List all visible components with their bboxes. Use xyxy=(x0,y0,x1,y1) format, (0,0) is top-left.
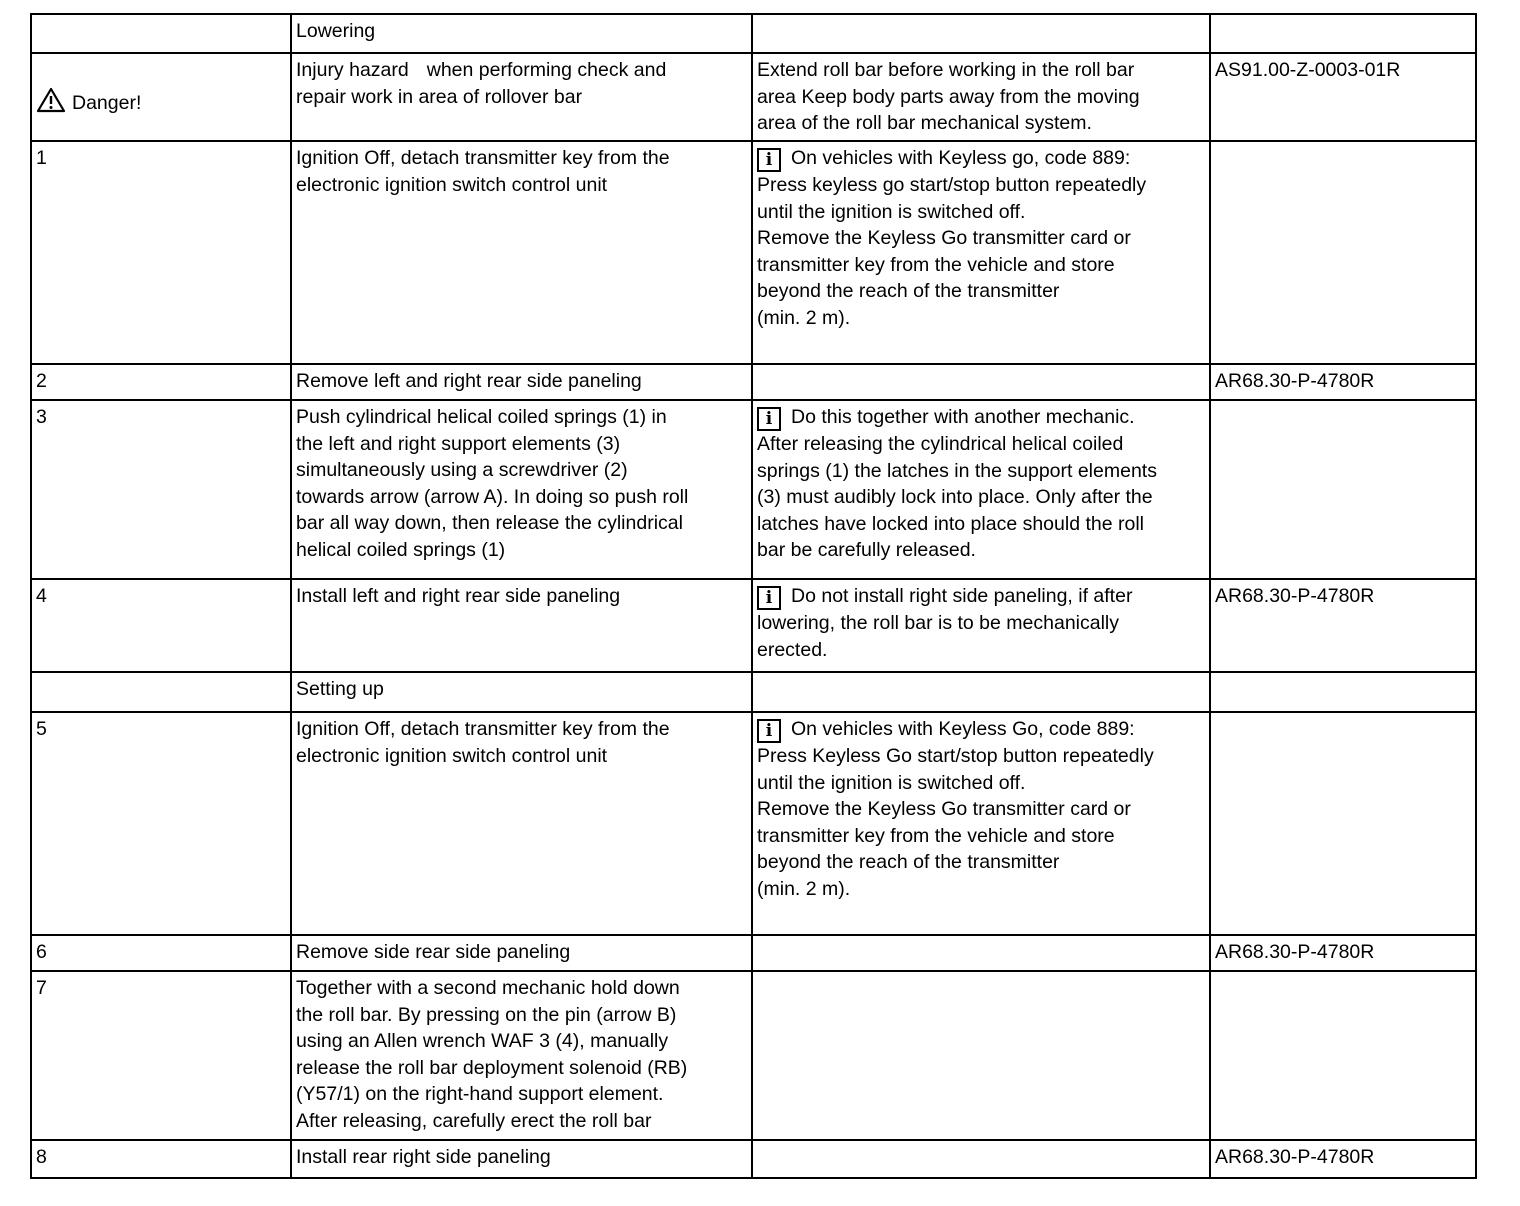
note-text: Do not install right side paneling, if after lowering, the roll bar is to be mechanically erected. xyxy=(757,585,1133,661)
note-cell xyxy=(752,364,1210,400)
step-number-cell: 6 xyxy=(31,935,291,971)
step-text-cell: Ignition Off, detach transmitter key from the electronic ignition switch control unit xyxy=(291,712,752,935)
reference-cell: AR68.30-P-4780R xyxy=(1210,935,1476,971)
section-heading: Setting up xyxy=(291,672,752,712)
reference-cell xyxy=(1210,141,1476,364)
note-cell xyxy=(752,1140,1210,1178)
table-row xyxy=(31,1140,1476,1178)
info-icon: i xyxy=(757,719,781,743)
hazard-lead: Injury hazard xyxy=(296,59,409,81)
reference-cell xyxy=(1210,400,1476,579)
hazard-cell xyxy=(291,53,752,141)
table-row xyxy=(31,400,1476,579)
note-text: On vehicles with Keyless go, code 889: Press keyless go start/stop button repeatedly until the ignition is switched off. Remove the Keyless Go transmitter card or transmitter key from the vehicle and store beyond the reach of the transmitter (min. 2 m). xyxy=(757,147,1147,329)
note-cell xyxy=(752,141,1210,364)
info-icon: i xyxy=(757,586,781,610)
reference-cell xyxy=(1210,712,1476,935)
reference-cell xyxy=(1210,672,1476,712)
step-number-cell xyxy=(31,672,291,712)
table-row xyxy=(31,935,1476,971)
step-text-cell: Install left and right rear side paneling xyxy=(291,579,752,672)
note-cell xyxy=(752,712,1210,935)
info-icon: i xyxy=(757,148,781,172)
step-text-cell: Ignition Off, detach transmitter key from the electronic ignition switch control unit xyxy=(291,141,752,364)
step-text-cell: Install rear right side paneling xyxy=(291,1140,752,1178)
step-number-cell: 5 xyxy=(31,712,291,935)
warning-triangle-icon xyxy=(36,87,66,113)
note-text: On vehicles with Keyless Go, code 889: Press Keyless Go start/stop button repeatedly until the ignition is switched off. Remove the Keyless Go transmitter card or transmitter key from the vehicle and store beyond the reach of the transmitter (min. 2 m). xyxy=(757,718,1154,900)
table-row xyxy=(31,141,1476,364)
note-cell xyxy=(752,400,1210,579)
note-cell xyxy=(752,935,1210,971)
procedure-table xyxy=(30,13,1477,1179)
note-text: Do this together with another mechanic. After releasing the cylindrical helical coiled springs (1) the latches in the support elements (3) must audibly lock into place. Only after the latches have locked into place should the roll bar be carefully released. xyxy=(757,406,1157,561)
reference-cell xyxy=(1210,14,1476,53)
note-cell: Extend roll bar before working in the roll bar area Keep body parts away from the moving area of the roll bar mechanical system. xyxy=(752,53,1210,141)
danger-cell xyxy=(31,53,291,141)
reference-cell: AR68.30-P-4780R xyxy=(1210,1140,1476,1178)
step-text-cell: Together with a second mechanic hold down the roll bar. By pressing on the pin (arrow B) using an Allen wrench WAF 3 (4), manually release the roll bar deployment solenoid (RB) (Y57/1) on the right-hand support element. After releasing, carefully erect the roll bar xyxy=(291,971,752,1140)
table-row xyxy=(31,364,1476,400)
info-icon: i xyxy=(757,407,781,431)
hazard-text: when performing check and repair work in area of rollover bar xyxy=(296,59,667,108)
note-cell xyxy=(752,579,1210,672)
step-text-cell: Push cylindrical helical coiled springs (1) in the left and right support elements (3) simultaneously using a screwdriver (2) towards arrow (arrow A). In doing so push roll bar all way down, then release the cylindrical helical coiled springs (1) xyxy=(291,400,752,579)
step-number-cell: 7 xyxy=(31,971,291,1140)
step-number-cell: 1 xyxy=(31,141,291,364)
note-cell xyxy=(752,672,1210,712)
reference-cell: AS91.00-Z-0003-01R xyxy=(1210,53,1476,141)
danger-label: Danger! xyxy=(72,91,142,114)
reference-cell: AR68.30-P-4780R xyxy=(1210,364,1476,400)
step-number-cell: 4 xyxy=(31,579,291,672)
reference-cell: AR68.30-P-4780R xyxy=(1210,579,1476,672)
step-text-cell: Remove side rear side paneling xyxy=(291,935,752,971)
note-cell xyxy=(752,971,1210,1140)
step-number-cell xyxy=(31,14,291,53)
table-row xyxy=(31,53,1476,141)
table-row xyxy=(31,672,1476,712)
step-number-cell: 8 xyxy=(31,1140,291,1178)
table-row xyxy=(31,579,1476,672)
step-number-cell: 2 xyxy=(31,364,291,400)
table-row xyxy=(31,712,1476,935)
note-cell xyxy=(752,14,1210,53)
step-number-cell: 3 xyxy=(31,400,291,579)
reference-cell xyxy=(1210,971,1476,1140)
table-row xyxy=(31,971,1476,1140)
table-row xyxy=(31,14,1476,53)
step-text-cell: Remove left and right rear side paneling xyxy=(291,364,752,400)
section-heading: Lowering xyxy=(291,14,752,53)
